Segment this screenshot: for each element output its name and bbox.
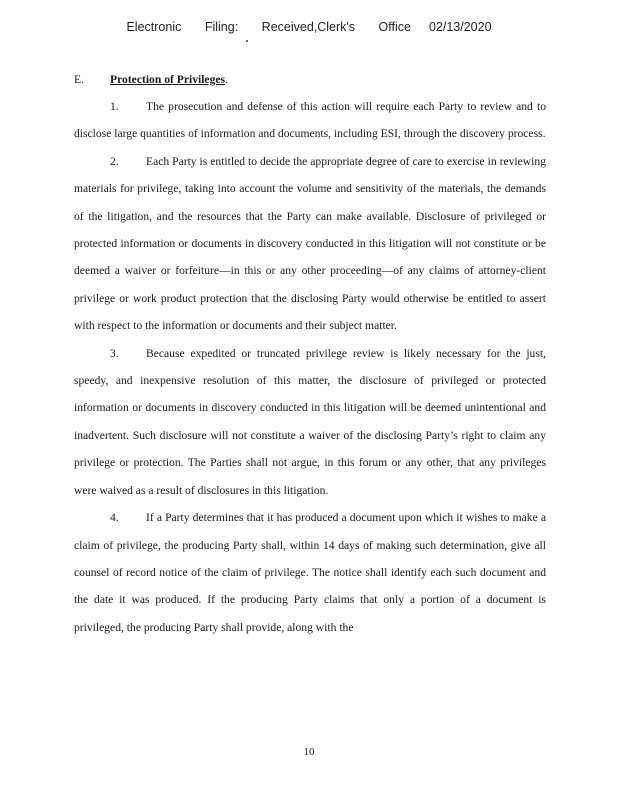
- section-number: E.: [74, 73, 84, 86]
- section-heading: [74, 66, 546, 93]
- paragraph-2: [74, 148, 546, 340]
- stamp-label-received: Received,Clerk's: [261, 20, 356, 34]
- stamp-label-office: Office: [378, 20, 411, 34]
- stamp-label-filing: Filing:: [204, 20, 239, 34]
- paragraph-3: [74, 340, 546, 504]
- paragraph-text: The prosecution and defense of this action will require each Party to review and to disclose large quantities of information and documents, including ESI, through the discovery process.: [74, 100, 546, 141]
- paragraph-text: If a Party determines that it has produced a document upon which it wishes to make a claim of privilege, the producing Party shall, within 14 days of making such determination, give all counsel of record notice of the claim of privilege. The notice shall identify each such document and the date it was produced. If the producing Party claims that only a portion of a document is privileged, the producing Party shall provide, along with the: [74, 511, 546, 634]
- paragraph-text: Each Party is entitled to decide the appropriate degree of care to exercise in reviewing materials for privilege, taking into account the volume and sensitivity of the materials, the demands of the litigation, and the resources that the Party can make available. Disclosure of privileged or protected information or documents in discovery conducted in this litigation will not constitute or be deemed a waiver or forfeiture—in this or any other proceeding—of any claims of attorney-client privilege or work product protection that the disclosing Party would otherwise be entitled to assert with respect to the information or documents and their subject matter.: [74, 154, 546, 333]
- paragraph-1: [74, 93, 546, 148]
- paragraph-number: 1.: [110, 100, 119, 113]
- filing-stamp: [0, 20, 618, 34]
- paragraph-number: 3.: [110, 346, 119, 360]
- document-body: [74, 66, 546, 641]
- stamp-label-electronic: Electronic: [126, 20, 182, 34]
- paragraph-4: [74, 504, 546, 641]
- section-title: Protection of Privileges: [110, 73, 226, 86]
- paragraph-number: 2.: [110, 154, 119, 168]
- paragraph-text: Because expedited or truncated privilege review is likely necessary for the just, speedy, and inexpensive resolution of this matter, the disclosure of privileged or protected information or documents in discovery conducted in this litigation will be deemed unintentional and inadvertent. Such disclosure will not constitute a waiver of the disclosing Party’s right to claim any privilege or protection. The Parties shall not argue, in this forum or any other, that any privileges were waived as a result of disclosures in this litigation.: [74, 346, 546, 497]
- section-title-period: .: [225, 73, 228, 86]
- stamp-speck: [246, 40, 248, 42]
- paragraph-number: 4.: [110, 511, 119, 525]
- stamp-date: 02/13/2020: [428, 20, 492, 34]
- page-number: 10: [303, 746, 315, 758]
